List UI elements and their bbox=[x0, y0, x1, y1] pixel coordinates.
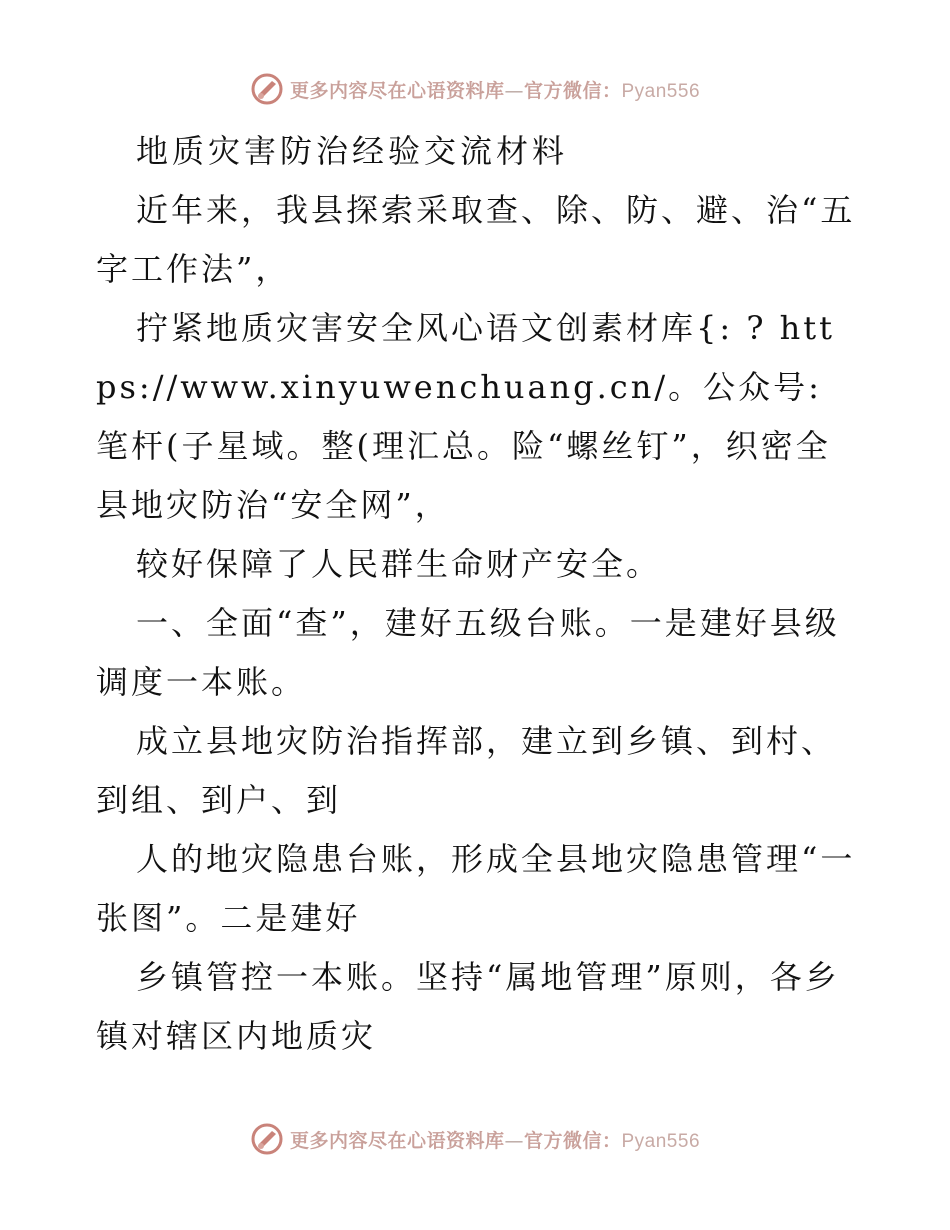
paragraph: 一、全面“查”，建好五级台账。一是建好县级调度一本账。 bbox=[96, 604, 840, 701]
watermark-banner-top bbox=[0, 72, 950, 106]
paragraph: 拧紧地质灾害安全风心语文创素材库{: ? https://www.xinyuwenchuang.cn/。公众号: 笔杆(子星域。整(理汇总。险“螺丝钉”，织密全县地灾防治“安全网”， bbox=[96, 309, 835, 524]
paragraph: 近年来，我县探索采取查、除、防、避、治“五字工作法”， bbox=[96, 191, 856, 288]
watermark-separator: — bbox=[504, 1129, 524, 1152]
paragraph: 较好保障了人民群生命财产安全。 bbox=[136, 545, 662, 583]
watermark-main: 更多内容尽在心语资料库 bbox=[289, 1129, 505, 1152]
watermark-text bbox=[290, 76, 700, 103]
watermark-banner-bottom bbox=[0, 1122, 950, 1156]
paragraph: 成立县地灾防治指挥部，建立到乡镇、到村、到组、到户、到 bbox=[96, 722, 837, 819]
watermark-wechat-id: Pyan556 bbox=[621, 1130, 701, 1152]
seal-logo-icon bbox=[250, 72, 284, 106]
paragraph: 乡镇管控一本账。坚持“属地管理”原则，各乡镇对辖区内地质灾 bbox=[96, 958, 840, 1055]
seal-logo-icon bbox=[250, 1122, 284, 1156]
paragraph: 人的地灾隐患台账，形成全县地灾隐患管理“一张图”。二是建好 bbox=[96, 840, 856, 937]
watermark-wechat-label: 官方微信： bbox=[523, 1129, 622, 1152]
document-body bbox=[96, 122, 856, 1066]
watermark-separator: — bbox=[504, 79, 524, 102]
watermark-wechat-id: Pyan556 bbox=[621, 80, 701, 102]
watermark-wechat-label: 官方微信： bbox=[523, 79, 622, 102]
watermark-main: 更多内容尽在心语资料库 bbox=[289, 79, 505, 102]
document-title: 地质灾害防治经验交流材料 bbox=[136, 132, 569, 170]
watermark-text bbox=[290, 1126, 700, 1153]
